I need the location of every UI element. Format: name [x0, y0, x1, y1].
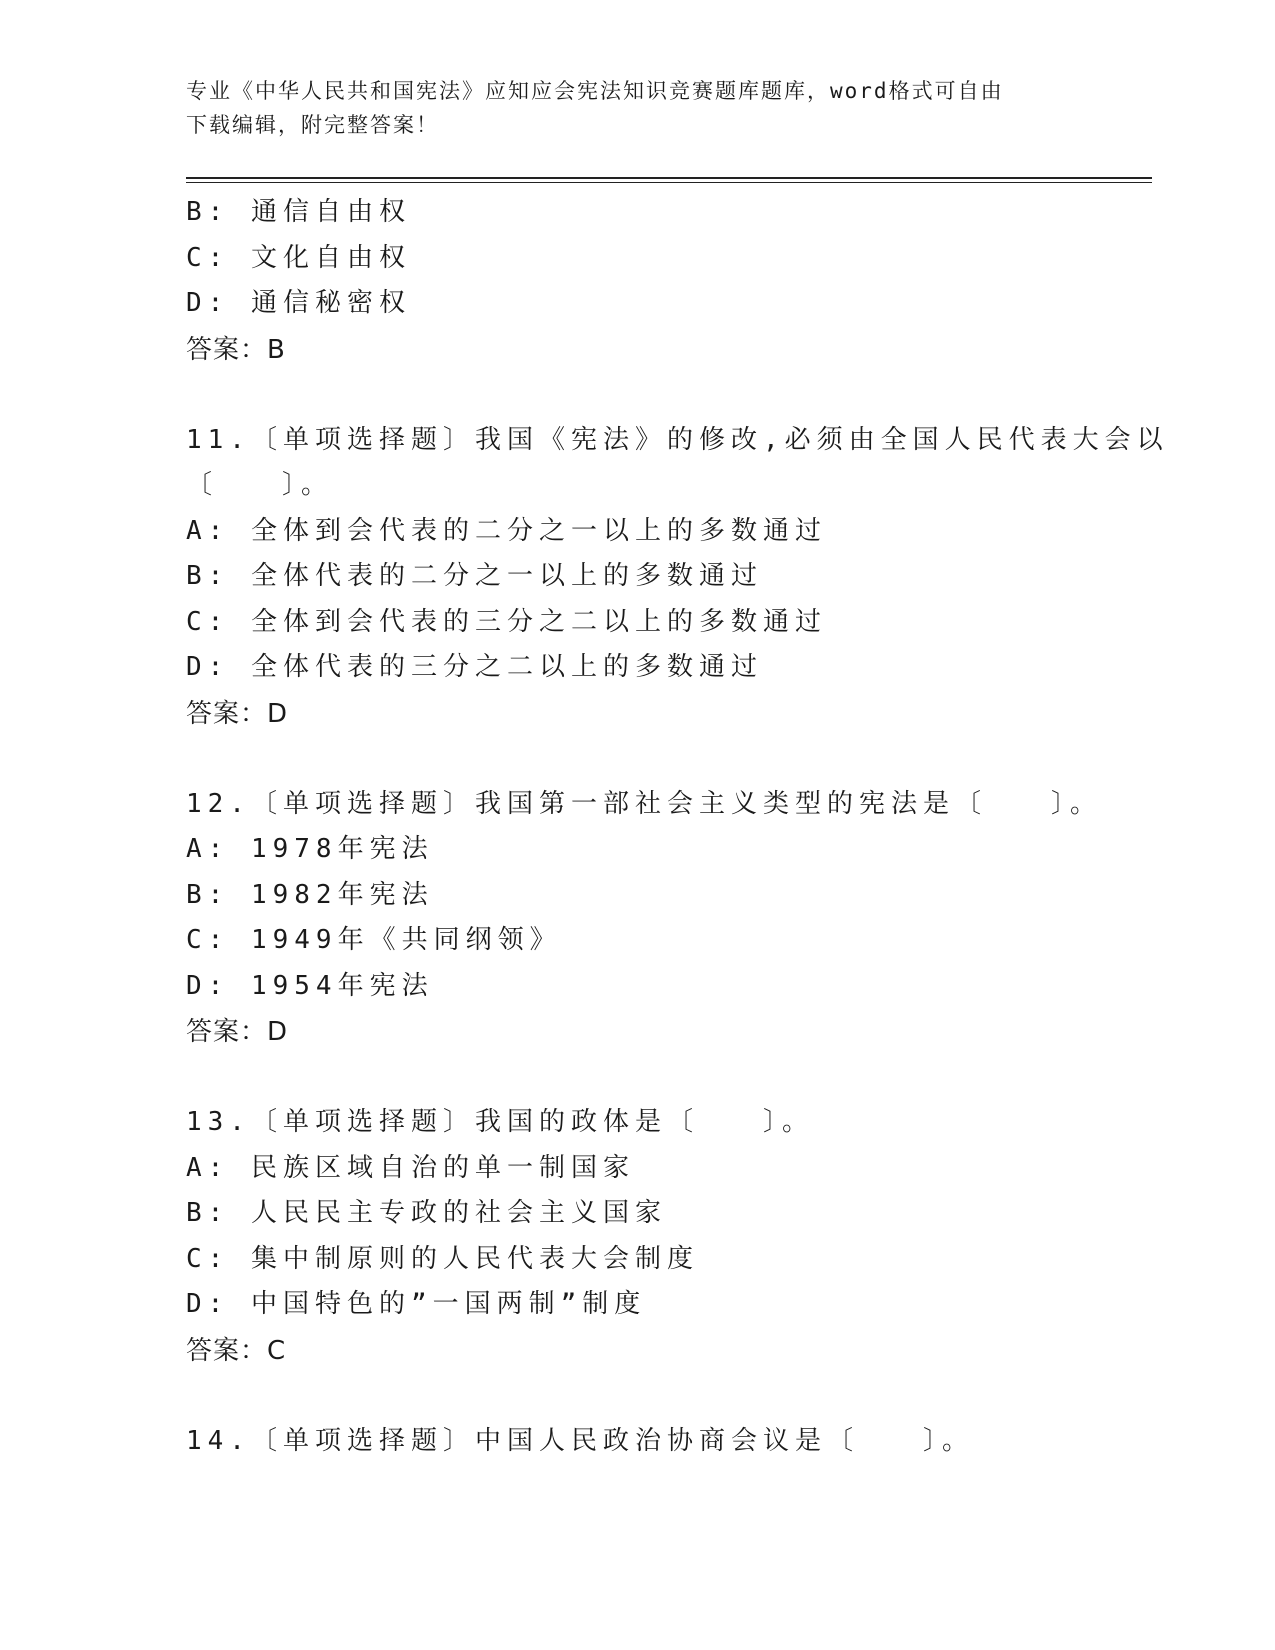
- question-14: [186, 1419, 1146, 1465]
- option-c: C: 1949年《共同纲领》: [186, 925, 562, 955]
- question-12: [186, 782, 1146, 1056]
- question-13: [186, 1100, 1146, 1374]
- question-11: [186, 418, 1169, 737]
- option-d: D: 中国特色的”一国两制”制度: [186, 1289, 647, 1319]
- answer-line: 答案：D: [186, 698, 289, 729]
- option-a: A: 1978年宪法: [186, 834, 434, 864]
- question-stem-continued: 〔 〕。: [186, 470, 334, 500]
- question-fragment: [186, 190, 1146, 373]
- question-list: [186, 190, 1169, 1464]
- option-a: A: 全体到会代表的二分之一以上的多数通过: [186, 515, 827, 546]
- option-b: B: 人民民主专政的社会主义国家: [186, 1198, 667, 1228]
- option-c: C: 全体到会代表的三分之二以上的多数通过: [186, 606, 827, 637]
- header-line-2: 下载编辑，附完整答案！: [186, 113, 439, 137]
- option-b: B: 全体代表的二分之一以上的多数通过: [186, 561, 763, 591]
- option-c: C: 集中制原则的人民代表大会制度: [186, 1243, 699, 1274]
- option-a: A: 民族区域自治的单一制国家: [186, 1152, 635, 1183]
- option-b: B: 1982年宪法: [186, 879, 434, 910]
- answer-line: 答案：D: [186, 1017, 289, 1047]
- question-stem: 12.〔单项选择题〕我国第一部社会主义类型的宪法是〔 〕。: [186, 788, 1102, 819]
- header-divider-thin: [186, 182, 1152, 183]
- answer-line: 答案：B: [186, 334, 286, 365]
- option-d: D: 通信秘密权: [186, 288, 411, 318]
- option-d: D: 1954年宪法: [186, 970, 434, 1001]
- answer-line: 答案：C: [186, 1335, 287, 1366]
- question-stem: 11.〔单项选择题〕我国《宪法》的修改,必须由全国人民代表大会以: [186, 424, 1169, 455]
- header-divider-thick: [186, 177, 1152, 179]
- header-line-1: 专业《中华人民共和国宪法》应知应会宪法知识竞赛题库题库，word格式可自由: [186, 79, 1004, 103]
- question-stem: 13.〔单项选择题〕我国的政体是〔 〕。: [186, 1107, 814, 1137]
- option-d: D: 全体代表的三分之二以上的多数通过: [186, 652, 763, 682]
- option-b: B: 通信自由权: [186, 197, 411, 227]
- option-c: C: 文化自由权: [186, 242, 411, 273]
- question-stem: 14.〔单项选择题〕中国人民政治协商会议是〔 〕。: [186, 1425, 974, 1456]
- document-header: [186, 74, 1066, 142]
